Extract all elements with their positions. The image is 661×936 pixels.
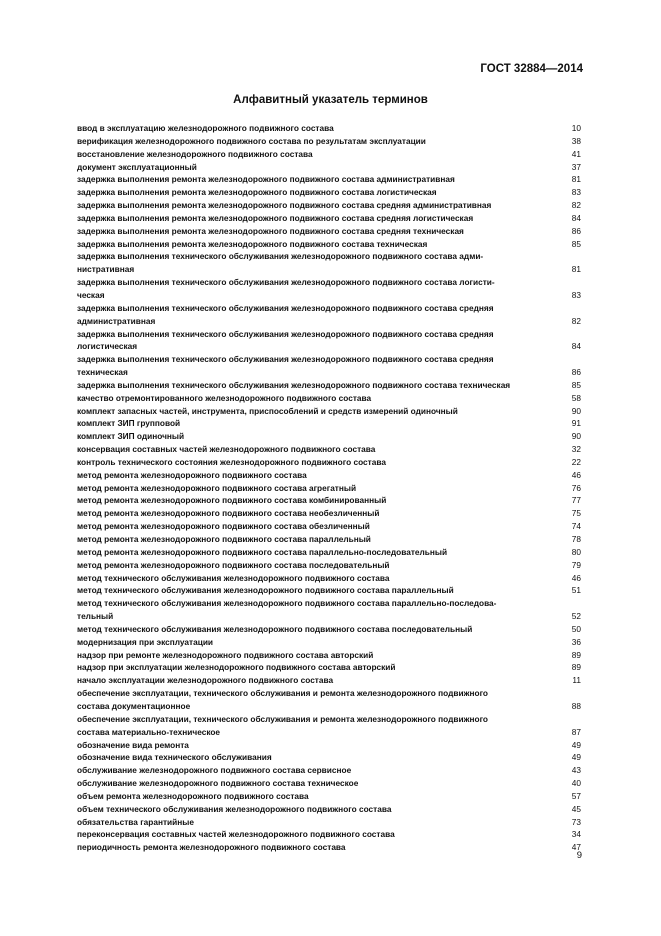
index-entry	[77, 417, 581, 430]
index-page-ref: 90	[571, 431, 581, 442]
index-page-ref: 80	[571, 546, 581, 557]
index-term-line: переконсервация составных частей железнодорожного подвижного состава	[77, 829, 395, 840]
index-term-line: задержка выполнения технического обслуживания железнодорожного подвижного состава средняя	[77, 354, 494, 365]
index-page-ref: 40	[571, 778, 581, 789]
index-page-ref: 90	[571, 405, 581, 416]
index-entry	[77, 751, 581, 764]
index-term-line: обозначение вида технического обслуживания	[77, 752, 272, 763]
index-page-ref: 47	[571, 842, 581, 853]
index-entry	[77, 520, 581, 533]
index-entry	[77, 739, 581, 752]
index-term-line: задержка выполнения технического обслуживания железнодорожного подвижного состава логисти-	[77, 277, 495, 288]
index-page-ref: 83	[571, 289, 581, 300]
index-entry	[77, 777, 581, 790]
index-term-line: метод ремонта железнодорожного подвижного состава параллельно-последовательный	[77, 546, 448, 557]
index-entry	[77, 533, 581, 546]
index-page-ref: 88	[571, 700, 581, 711]
index-term-line: задержка выполнения ремонта железнодорожного подвижного состава средняя административная	[77, 200, 492, 211]
index-page-ref: 32	[571, 444, 581, 455]
index-page-ref: 41	[571, 148, 581, 159]
index-term-line: верификация железнодорожного подвижного состава по результатам эксплуатации	[77, 135, 426, 146]
index-term-line: техническая	[77, 367, 128, 378]
index-term-line: консервация составных частей железнодорожного подвижного состава	[77, 444, 376, 455]
index-page-ref: 22	[571, 456, 581, 467]
index-page-ref: 74	[571, 521, 581, 532]
index-page-ref: 73	[571, 816, 581, 827]
index-term-line: состава материально-техническое	[77, 726, 221, 737]
index-term-line: задержка выполнения ремонта железнодорожного подвижного состава средняя техническая	[77, 225, 464, 236]
index-page-ref: 82	[571, 200, 581, 211]
index-entry	[77, 379, 581, 392]
index-page-ref: 77	[571, 495, 581, 506]
index-term-line: задержка выполнения технического обслуживания железнодорожного подвижного состава техническая	[77, 379, 511, 390]
index-entry	[77, 456, 581, 469]
index-term-line: метод ремонта железнодорожного подвижного состава параллельный	[77, 534, 371, 544]
index-page-ref: 85	[571, 238, 581, 249]
index-page-ref: 85	[571, 379, 581, 390]
index-page-ref: 51	[571, 585, 581, 596]
index-term-line: задержка выполнения технического обслуживания железнодорожного подвижного состава адми-	[77, 251, 484, 262]
index-entry	[77, 173, 581, 186]
index-term-line: надзор при эксплуатации железнодорожного подвижного состава авторский	[77, 662, 396, 673]
index-entry	[77, 649, 581, 662]
index-entry	[77, 584, 581, 597]
index-entry	[77, 816, 581, 829]
index-term-line: комплект ЗИП одиночный	[77, 431, 185, 442]
index-entry	[77, 572, 581, 585]
index-entry	[77, 713, 581, 739]
index-term-line: метод ремонта железнодорожного подвижного состава	[77, 469, 307, 480]
index-entry	[77, 135, 581, 148]
index-term-line: состава документационное	[77, 700, 191, 711]
index-term-line: объем технического обслуживания железнодорожного подвижного состава	[77, 803, 392, 814]
page-title: Алфавитный указатель терминов	[233, 94, 428, 106]
index-term-line: задержка выполнения технического обслуживания железнодорожного подвижного состава средняя	[77, 328, 494, 339]
index-page-ref: 84	[571, 341, 581, 352]
index-entry	[77, 623, 581, 636]
index-entry	[77, 790, 581, 803]
index-term-line: задержка выполнения ремонта железнодорожного подвижного состава средняя логистическая	[77, 212, 474, 223]
index-page-ref: 52	[571, 611, 581, 622]
index-entry	[77, 430, 581, 443]
index-page-ref: 84	[571, 212, 581, 223]
index-entry	[77, 597, 581, 623]
index-term-line: контроль технического состояния железнодорожного подвижного состава	[77, 456, 386, 467]
index-term-line: метод технического обслуживания железнодорожного подвижного состава	[77, 572, 390, 583]
index-entry	[77, 212, 581, 225]
index-term-line: качество отремонтированного железнодорожного подвижного состава	[77, 392, 372, 403]
index-term-line: обязательства гарантийные	[77, 816, 194, 827]
index-page-ref: 76	[571, 482, 581, 493]
index-page-ref: 37	[571, 161, 581, 172]
index-page-ref: 49	[571, 752, 581, 763]
index-term-line: обслуживание железнодорожного подвижного состава техническое	[77, 778, 359, 789]
index-term-line: тельный	[77, 611, 114, 622]
index-term-line: нистративная	[77, 264, 135, 275]
index-entry	[77, 392, 581, 405]
page-number: 9	[576, 850, 582, 861]
index-page-ref: 81	[571, 264, 581, 275]
index-entry	[77, 494, 581, 507]
index-page-ref: 83	[571, 187, 581, 198]
index-term-line: метод ремонта железнодорожного подвижного состава агрегатный	[77, 482, 357, 493]
index-term-line: задержка выполнения ремонта железнодорожного подвижного состава логистическая	[77, 187, 437, 198]
index-term-line: обеспечение эксплуатации, технического обслуживания и ремонта железнодорожного подвижного	[77, 688, 488, 699]
index-entry	[77, 482, 581, 495]
index-term-line: ввод в эксплуатацию железнодорожного подвижного состава	[77, 123, 334, 133]
index-page-ref: 78	[571, 534, 581, 544]
index-term-line: объем ремонта железнодорожного подвижного состава	[77, 790, 309, 801]
index-page-ref: 43	[571, 765, 581, 776]
index-entry	[77, 148, 581, 161]
index-term-line: документ эксплуатационный	[77, 161, 197, 172]
index-entry	[77, 302, 581, 328]
index-term-line: административная	[77, 315, 156, 326]
index-term-line: восстановление железнодорожного подвижного состава	[77, 148, 313, 159]
index-entry	[77, 828, 581, 841]
index-entry	[77, 674, 581, 687]
index-page-ref: 86	[571, 367, 581, 378]
term-index-list	[77, 122, 581, 854]
index-page-ref: 38	[571, 135, 581, 146]
index-entry	[77, 443, 581, 456]
index-page-ref: 10	[571, 123, 581, 133]
index-term-line: ческая	[77, 289, 105, 300]
index-entry	[77, 764, 581, 777]
index-page-ref: 45	[571, 803, 581, 814]
index-page-ref: 11	[572, 675, 581, 686]
index-entry	[77, 122, 581, 135]
index-page-ref: 89	[571, 649, 581, 660]
index-entry	[77, 199, 581, 212]
index-entry	[77, 841, 581, 854]
index-entry	[77, 803, 581, 816]
index-term-line: обозначение вида ремонта	[77, 739, 189, 750]
index-entry	[77, 507, 581, 520]
index-page-ref: 46	[571, 469, 581, 480]
index-term-line: логистическая	[77, 341, 138, 352]
index-entry	[77, 186, 581, 199]
index-entry	[77, 238, 581, 251]
index-page-ref: 50	[571, 623, 581, 634]
standard-designation: ГОСТ 32884—2014	[480, 63, 583, 75]
index-term-line: задержка выполнения ремонта железнодорожного подвижного состава административная	[77, 174, 455, 185]
index-entry	[77, 276, 581, 302]
index-term-line: задержка выполнения технического обслуживания железнодорожного подвижного состава средняя	[77, 302, 494, 313]
index-page-ref: 58	[571, 392, 581, 403]
index-term-line: метод ремонта железнодорожного подвижного состава необезличенный	[77, 508, 380, 519]
index-term-line: метод технического обслуживания железнодорожного подвижного состава параллельный	[77, 585, 454, 596]
index-term-line: надзор при ремонте железнодорожного подвижного состава авторский	[77, 649, 374, 660]
index-page-ref: 82	[571, 315, 581, 326]
index-entry	[77, 353, 581, 379]
index-term-line: метод технического обслуживания железнодорожного подвижного состава последовательный	[77, 623, 473, 634]
index-entry	[77, 661, 581, 674]
index-page-ref: 57	[571, 790, 581, 801]
index-entry	[77, 405, 581, 418]
index-page-ref: 81	[571, 174, 581, 185]
index-page-ref: 86	[571, 225, 581, 236]
index-term-line: метод ремонта железнодорожного подвижного состава обезличенный	[77, 521, 370, 532]
index-entry	[77, 636, 581, 649]
index-page-ref: 34	[571, 829, 581, 840]
index-term-line: комплект запасных частей, инструмента, приспособлений и средств измерений одиночный	[77, 405, 458, 416]
index-term-line: модернизация при эксплуатации	[77, 636, 214, 647]
index-page-ref: 36	[571, 636, 581, 647]
index-entry	[77, 225, 581, 238]
index-page-ref: 79	[571, 559, 581, 570]
index-term-line: комплект ЗИП групповой	[77, 418, 181, 429]
index-term-line: периодичность ремонта железнодорожного подвижного состава	[77, 842, 346, 853]
index-entry	[77, 328, 581, 354]
index-term-line: метод ремонта железнодорожного подвижного состава комбинированный	[77, 495, 387, 506]
index-entry	[77, 687, 581, 713]
index-entry	[77, 250, 581, 276]
index-term-line: метод ремонта железнодорожного подвижного состава последовательный	[77, 559, 390, 570]
index-term-line: обеспечение эксплуатации, технического обслуживания и ремонта железнодорожного подвижного	[77, 713, 488, 724]
index-page-ref: 91	[571, 418, 581, 429]
index-page-ref: 89	[571, 662, 581, 673]
index-page-ref: 46	[571, 572, 581, 583]
index-page-ref: 87	[571, 726, 581, 737]
index-entry	[77, 546, 581, 559]
index-entry	[77, 161, 581, 174]
index-term-line: обслуживание железнодорожного подвижного состава сервисное	[77, 765, 352, 776]
index-entry	[77, 559, 581, 572]
index-page-ref: 75	[571, 508, 581, 519]
index-term-line: задержка выполнения ремонта железнодорожного подвижного состава техническая	[77, 238, 428, 249]
index-page-ref: 49	[571, 739, 581, 750]
index-term-line: метод технического обслуживания железнодорожного подвижного состава параллельно-последова-	[77, 598, 497, 609]
index-entry	[77, 469, 581, 482]
index-term-line: начало эксплуатации железнодорожного подвижного состава	[77, 675, 334, 686]
